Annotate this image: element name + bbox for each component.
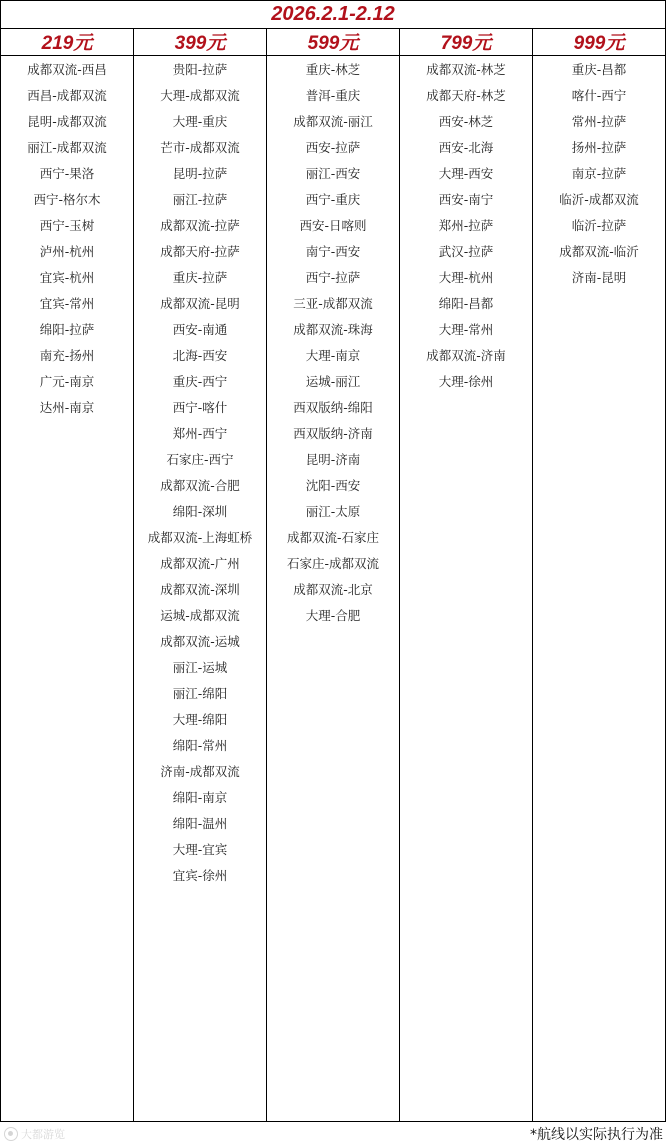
price-header: 799元 xyxy=(400,28,532,56)
route-item: 南充-扬州 xyxy=(39,348,95,363)
route-item: 泸州-杭州 xyxy=(39,244,95,259)
route-item: 运城-丽江 xyxy=(305,374,361,389)
route-item: 绵阳-常州 xyxy=(172,738,228,753)
route-item: 丽江-运城 xyxy=(172,660,228,675)
route-item: 石家庄-成都双流 xyxy=(286,556,379,571)
route-item: 昆明-济南 xyxy=(305,452,361,467)
route-item: 西安-南通 xyxy=(172,322,228,337)
route-item: 丽江-绵阳 xyxy=(172,686,228,701)
route-item: 重庆-昌都 xyxy=(571,62,627,77)
route-item: 济南-昆明 xyxy=(571,270,627,285)
route-item: 大理-绵阳 xyxy=(172,712,228,727)
route-item: 重庆-林芝 xyxy=(305,62,361,77)
route-item: 昆明-拉萨 xyxy=(172,166,228,181)
route-item: 大理-杭州 xyxy=(438,270,494,285)
route-item: 重庆-拉萨 xyxy=(172,270,228,285)
route-item: 成都双流-北京 xyxy=(293,582,373,597)
route-item: 贵阳-拉萨 xyxy=(172,62,228,77)
page-title: 2026.2.1-2.12 xyxy=(0,0,666,29)
route-item: 西昌-成都双流 xyxy=(27,88,107,103)
route-item: 绵阳-深圳 xyxy=(172,504,228,519)
route-item: 绵阳-昌都 xyxy=(438,296,494,311)
route-item: 重庆-西宁 xyxy=(172,374,228,389)
route-item: 丽江-成都双流 xyxy=(27,140,107,155)
route-item: 郑州-拉萨 xyxy=(438,218,494,233)
route-item: 成都双流-上海虹桥 xyxy=(147,530,253,545)
route-item: 广元-南京 xyxy=(39,374,95,389)
route-item: 丽江-拉萨 xyxy=(172,192,228,207)
route-item: 成都双流-临沂 xyxy=(559,244,639,259)
route-item: 成都天府-拉萨 xyxy=(160,244,240,259)
route-item: 成都双流-济南 xyxy=(426,348,506,363)
route-item: 济南-成都双流 xyxy=(160,764,240,779)
route-item: 南京-拉萨 xyxy=(571,166,627,181)
route-item: 大理-常州 xyxy=(438,322,494,337)
price-column-999 xyxy=(533,28,665,1121)
route-list xyxy=(533,56,665,291)
logo-text: 大都游览 xyxy=(21,1128,65,1141)
route-item: 大理-徐州 xyxy=(438,374,494,389)
route-item: 绵阳-南京 xyxy=(172,790,228,805)
route-item: 大理-重庆 xyxy=(172,114,228,129)
route-item: 成都双流-石家庄 xyxy=(286,530,379,545)
price-column-399 xyxy=(134,28,267,1121)
route-item: 绵阳-温州 xyxy=(172,816,228,831)
price-header: 399元 xyxy=(134,28,266,56)
disclaimer-note: *航线以实际执行为准 xyxy=(530,1127,663,1143)
route-item: 宜宾-徐州 xyxy=(172,868,228,883)
price-column-219 xyxy=(1,28,134,1121)
route-list xyxy=(1,56,133,421)
route-item: 大理-合肥 xyxy=(305,608,361,623)
price-header: 999元 xyxy=(533,28,665,56)
route-item: 大理-成都双流 xyxy=(160,88,240,103)
route-item: 西宁-重庆 xyxy=(305,192,361,207)
route-item: 西安-南宁 xyxy=(438,192,494,207)
route-item: 成都双流-丽江 xyxy=(293,114,373,129)
route-item: 芒市-成都双流 xyxy=(160,140,240,155)
route-item: 绵阳-拉萨 xyxy=(39,322,95,337)
route-item: 成都双流-林芝 xyxy=(426,62,506,77)
route-item: 西安-北海 xyxy=(438,140,494,155)
route-item: 喀什-西宁 xyxy=(571,88,627,103)
route-item: 宜宾-杭州 xyxy=(39,270,95,285)
route-item: 成都双流-昆明 xyxy=(160,296,240,311)
route-item: 西宁-拉萨 xyxy=(305,270,361,285)
price-column-799 xyxy=(400,28,533,1121)
route-item: 西宁-果洛 xyxy=(39,166,95,181)
route-item: 宜宾-常州 xyxy=(39,296,95,311)
route-item: 西安-拉萨 xyxy=(305,140,361,155)
route-item: 成都双流-西昌 xyxy=(27,62,107,77)
route-item: 临沂-成都双流 xyxy=(559,192,639,207)
route-item: 大理-宜宾 xyxy=(172,842,228,857)
route-item: 北海-西安 xyxy=(172,348,228,363)
route-item: 成都双流-广州 xyxy=(160,556,240,571)
route-item: 西双版纳-济南 xyxy=(293,426,373,441)
price-header: 599元 xyxy=(267,28,399,56)
route-item: 成都天府-林芝 xyxy=(426,88,506,103)
route-item: 临沂-拉萨 xyxy=(571,218,627,233)
route-item: 丽江-太原 xyxy=(305,504,361,519)
route-item: 西双版纳-绵阳 xyxy=(293,400,373,415)
price-column-599 xyxy=(267,28,400,1121)
price-route-table xyxy=(0,28,666,1122)
route-list xyxy=(267,56,399,629)
route-item: 达州-南京 xyxy=(39,400,95,415)
route-item: 常州-拉萨 xyxy=(571,114,627,129)
route-item: 西宁-玉树 xyxy=(39,218,95,233)
route-item: 大理-西安 xyxy=(438,166,494,181)
route-item: 运城-成都双流 xyxy=(160,608,240,623)
route-item: 西宁-喀什 xyxy=(172,400,228,415)
route-item: 昆明-成都双流 xyxy=(27,114,107,129)
route-item: 西宁-格尔木 xyxy=(33,192,101,207)
route-list xyxy=(134,56,266,889)
price-header: 219元 xyxy=(1,28,133,56)
route-item: 三亚-成都双流 xyxy=(293,296,373,311)
route-item: 成都双流-运城 xyxy=(160,634,240,649)
route-item: 丽江-西安 xyxy=(305,166,361,181)
route-item: 成都双流-珠海 xyxy=(293,322,373,337)
route-item: 郑州-西宁 xyxy=(172,426,228,441)
watermark-logo xyxy=(4,1126,65,1142)
route-item: 南宁-西安 xyxy=(305,244,361,259)
route-item: 成都双流-拉萨 xyxy=(160,218,240,233)
route-item: 西安-林芝 xyxy=(438,114,494,129)
route-item: 普洱-重庆 xyxy=(305,88,361,103)
route-item: 成都双流-合肥 xyxy=(160,478,240,493)
route-item: 大理-南京 xyxy=(305,348,361,363)
route-item: 西安-日喀则 xyxy=(299,218,367,233)
route-list xyxy=(400,56,532,395)
route-item: 武汉-拉萨 xyxy=(438,244,494,259)
route-item: 石家庄-西宁 xyxy=(166,452,234,467)
route-item: 扬州-拉萨 xyxy=(571,140,627,155)
route-item: 沈阳-西安 xyxy=(305,478,361,493)
logo-icon xyxy=(4,1127,18,1141)
route-item: 成都双流-深圳 xyxy=(160,582,240,597)
